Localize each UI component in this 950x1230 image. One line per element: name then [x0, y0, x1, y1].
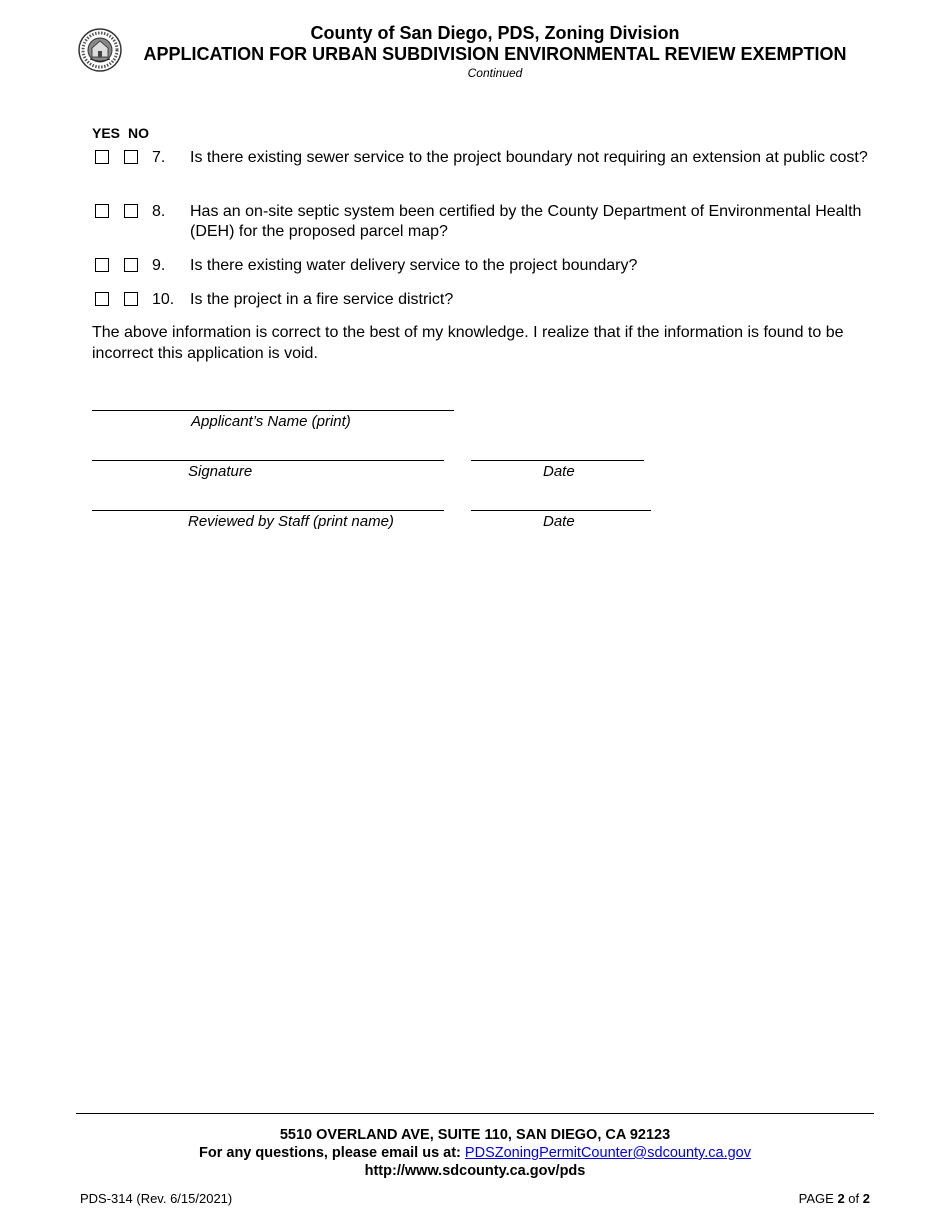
- footer-email-prompt: For any questions, please email us at:: [199, 1145, 461, 1161]
- question-7-yes-checkbox[interactable]: [95, 150, 109, 164]
- question-10-number: 10.: [152, 291, 175, 308]
- agency-name: County of San Diego, PDS, Zoning Division: [310, 23, 680, 43]
- question-8-number: 8.: [152, 203, 166, 220]
- question-7-text: Is there existing sewer service to the project boundary not requiring an extension at public cost?: [190, 149, 868, 166]
- reviewed-by-line[interactable]: [92, 510, 444, 511]
- signature-line[interactable]: [92, 460, 444, 461]
- yes-column-label: YES: [92, 125, 121, 141]
- question-8-text: Has an on-site septic system been certified by the County Department of Environmental Health (DEH) for the proposed parcel map?: [190, 203, 862, 240]
- yes-no-header: [92, 125, 149, 141]
- signature-label: Signature: [188, 463, 253, 480]
- footer-website[interactable]: http://www.sdcounty.ca.gov/pds: [364, 1163, 586, 1179]
- page-prefix: PAGE: [798, 1191, 834, 1206]
- applicant-name-line[interactable]: [92, 410, 454, 411]
- footer-divider: [76, 1113, 874, 1114]
- question-8-yes-checkbox[interactable]: [95, 204, 109, 218]
- question-9-number: 9.: [152, 257, 166, 274]
- no-column-label: NO: [128, 125, 149, 141]
- reviewed-date-label: Date: [543, 513, 575, 530]
- footer-email-link[interactable]: PDSZoningPermitCounter@sdcounty.ca.gov: [464, 1145, 751, 1161]
- page-of: of: [848, 1191, 860, 1206]
- form-title: APPLICATION FOR URBAN SUBDIVISION ENVIRONMENTAL REVIEW EXEMPTION: [143, 44, 847, 64]
- footer-address: 5510 OVERLAND AVE, SUITE 110, SAN DIEGO, CA 92123: [279, 1127, 671, 1143]
- form-subtitle: Continued: [467, 66, 523, 80]
- question-10-yes-checkbox[interactable]: [95, 292, 109, 306]
- question-7-no-checkbox[interactable]: [124, 150, 138, 164]
- reviewed-by-label: Reviewed by Staff (print name): [188, 513, 394, 530]
- certification-statement: The above information is correct to the best of my knowledge. I realize that if the information is found to be incorrect this application is void.: [92, 324, 844, 362]
- question-10-text: Is the project in a fire service district?: [190, 291, 454, 308]
- page-number: [799, 1191, 870, 1206]
- page-total: 2: [862, 1191, 870, 1206]
- signature-date-label: Date: [543, 463, 575, 480]
- question-10-no-checkbox[interactable]: [124, 292, 138, 306]
- footer-contact: [0, 1145, 950, 1161]
- question-9-no-checkbox[interactable]: [124, 258, 138, 272]
- question-9-text: Is there existing water delivery service to the project boundary?: [190, 257, 638, 274]
- page-current: 2: [837, 1191, 845, 1206]
- question-9-yes-checkbox[interactable]: [95, 258, 109, 272]
- applicant-name-label: Applicant’s Name (print): [191, 413, 351, 430]
- form-id: PDS-314 (Rev. 6/15/2021): [80, 1191, 233, 1206]
- reviewed-date-line[interactable]: [471, 510, 651, 511]
- question-8-no-checkbox[interactable]: [124, 204, 138, 218]
- question-7-number: 7.: [152, 149, 166, 166]
- signature-date-line[interactable]: [471, 460, 644, 461]
